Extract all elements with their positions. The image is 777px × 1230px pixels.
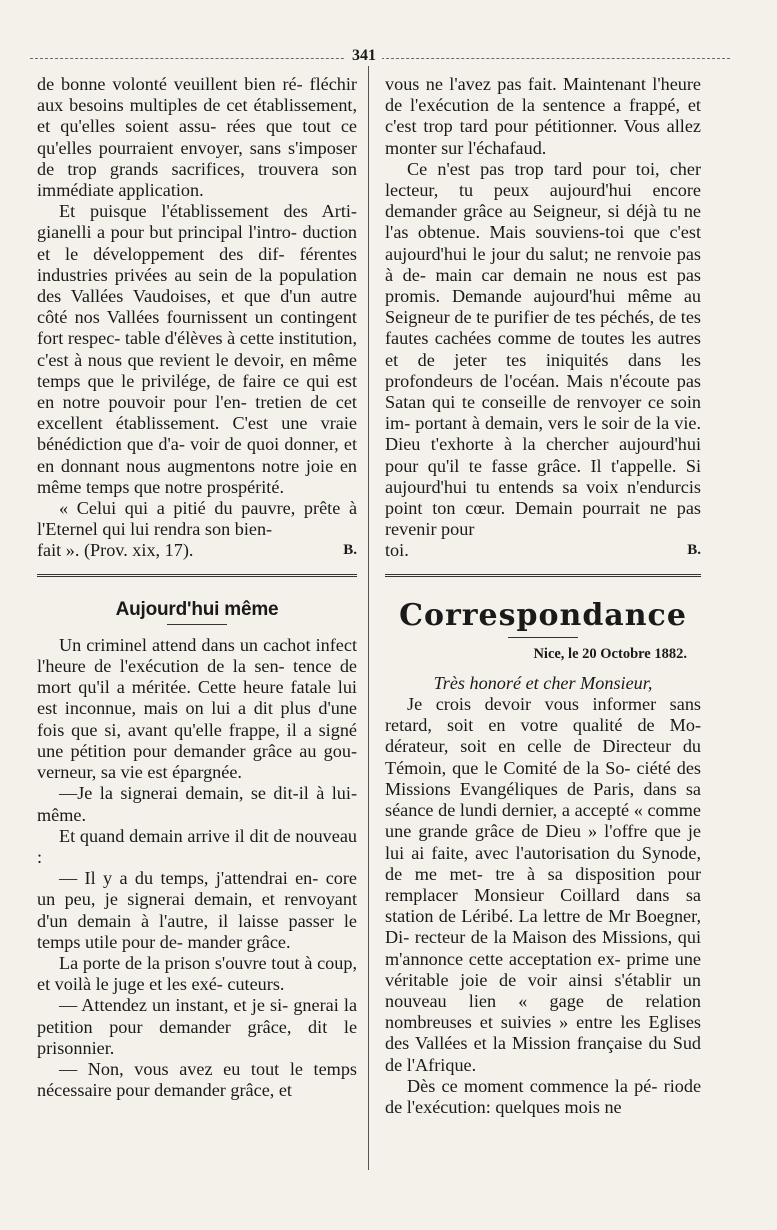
text-line: l'océan. Mais n'écoute pas Satan qui (385, 370, 701, 413)
text-line: cher lecteur, tu peux aujourd'hui (385, 158, 702, 201)
text-line: férentes industries privées au sein de (37, 243, 357, 285)
text-line: —Je la signerai demain, se dit-il à (59, 783, 325, 804)
text-line: au Seigneur de te purifier de tes (385, 286, 701, 328)
text-line: Demain pourrait ne pas revenir pour (385, 498, 702, 540)
text-line: verneur, sa vie est épargnée. (37, 762, 242, 783)
text-line: gnerai la petition pour demander (37, 995, 358, 1037)
text-line: Et quand demain arrive il dit de (59, 825, 291, 846)
text-line: établissement, et qu'elles soient assu- (37, 95, 358, 137)
text-line: gianelli a pour but principal l'intro- (37, 222, 297, 243)
paragraph (385, 1076, 701, 1118)
paragraph (37, 74, 357, 201)
text-line: l'échafaud. (467, 137, 547, 158)
text-line: tence de mort qu'il a méritée. Cette (37, 656, 357, 698)
text-line: lui-même. (37, 783, 358, 825)
section-divider (385, 574, 701, 577)
text-line: Ce n'est pas trop tard pour toi, (407, 158, 660, 179)
text-line: nous augmentons notre joie en même (37, 455, 358, 497)
text-line: portant à demain, vers le soir de la (415, 413, 670, 434)
text-line: Léribé. La lettre de Mr Boegner, Di- (385, 906, 702, 948)
text-line: — Il y a du temps, j'attendrai en- (59, 868, 319, 889)
text-line: de bonne volonté veuillent bien ré- (37, 74, 303, 94)
text-line: l'heure de l'exécution de la sentence (385, 74, 701, 116)
text-line: duction et le développement des dif- (37, 222, 358, 264)
text-line: Mission française du Sud de l'Afrique. (385, 1033, 702, 1075)
text-line: te conseille de renvoyer ce soin im- (385, 392, 702, 434)
paragraph (37, 635, 357, 783)
section-title: Aujourd'hui même (115, 598, 279, 620)
text-line: Dès ce moment commence la pé- (407, 1075, 658, 1096)
text-line: table d'élèves à cette institution, c'est (37, 328, 358, 370)
text-line: riode de l'exécution: quelques mois ne (385, 1075, 702, 1117)
text-line: infect l'heure de l'exécution de la sen- (37, 634, 357, 677)
salutation: Très honoré et cher Monsieur, (433, 672, 653, 693)
text-line: pétitionner. Vous allez monter sur (385, 116, 701, 158)
text-line: entre les Eglises des Vallées et la (385, 1012, 702, 1054)
text-line: et que d'un autre côté nos Vallées (37, 286, 358, 328)
text-line: encore demander grâce au Seigneur, (385, 180, 702, 222)
text-line: dérateur, soit en celle de Directeur (385, 736, 671, 757)
text-line: Un criminel attend dans un cachot (59, 634, 311, 655)
text-line: ciété des Missions Evangéliques de (385, 757, 701, 799)
paragraph (37, 995, 357, 1059)
text-line: jour du salut; ne renvoie pas à de- (385, 243, 701, 285)
text-line: mander grâce. (187, 931, 291, 952)
text-line: main car demain ne nous est pas (435, 264, 701, 285)
dateline: Nice, le 20 Octobre 1882. (533, 645, 687, 662)
text-line: C'est une vraie bénédiction que d'a- (37, 413, 357, 455)
text-line: nécessaire pour demander grâce, et (37, 1080, 292, 1101)
text-line: du Témoin, que le Comité de la So- (385, 736, 701, 778)
paragraph (385, 159, 701, 541)
paragraph (37, 953, 357, 995)
text-line: la population des Vallées Vaudoises, (37, 264, 358, 307)
text-line: aujourd'hui pour qu'il te fasse grâce. (385, 434, 702, 476)
paragraph (385, 694, 701, 1076)
text-line: à coup, et voilà le juge et les exé- (37, 952, 358, 995)
text-line: La porte de la prison s'ouvre tout (59, 952, 300, 973)
text-line: « Celui qui a pitié du pauvre, prête (59, 498, 341, 519)
paragraph (37, 868, 357, 953)
text-line: application. (118, 180, 204, 201)
text-line: heure fatale lui est inconnue, mais (37, 677, 357, 719)
text-line: fléchir aux besoins multiples de cet (37, 74, 357, 116)
signature: B. (687, 542, 701, 559)
text-line: avant qu'elle frappe, il a signé une (37, 719, 357, 761)
text-line: temps que le privilége, de faire ce (37, 370, 300, 391)
paragraph-end: toi. (385, 540, 409, 561)
text-line: cuteurs. (227, 974, 285, 995)
left-column (37, 74, 357, 1101)
text-line: sa voix n'endurcis point ton cœur. (385, 476, 701, 519)
text-line: vous ne l'avez pas fait. Maintenant (385, 74, 646, 94)
text-line: tre à sa disposition pour remplacer (385, 863, 701, 905)
text-line: péchés, de tes fautes cachées comme (385, 307, 701, 349)
text-line: envoyer, sans s'imposer de trop grands (37, 137, 357, 179)
section-divider (37, 574, 357, 577)
text-line: laisse passer le temps utile pour de- (37, 910, 358, 952)
text-line: rées que tout ce qu'elles pourraient (37, 116, 358, 158)
signature-line (385, 540, 701, 561)
text-line: fournissent un contingent fort respec- (37, 307, 357, 349)
text-line: souviens-toi que c'est aujourd'hui le (385, 222, 701, 264)
section-title: Correspondance (399, 597, 687, 633)
quote-paragraph (37, 498, 357, 540)
text-line: nouveau : (37, 825, 357, 867)
text-line: a accepté « comme une grande grâce (385, 800, 701, 842)
text-line: sacrifices, trouvera son immédiate (37, 158, 358, 201)
text-line: — Attendez un instant, et je si- (59, 995, 289, 1016)
text-line: pétition pour demander grâce au gou- (70, 740, 358, 761)
text-line: retard, soit en votre qualité de Mo- (385, 715, 701, 736)
text-line: Il t'appelle. Si aujourd'hui tu entends (385, 455, 701, 497)
text-line: on lui a dit plus d'une fois que si, (37, 698, 357, 740)
text-line: à nous que revient le devoir, en même (74, 349, 357, 370)
column-divider (368, 66, 369, 1170)
text-line: Monsieur Coillard dans sa station de (385, 884, 701, 927)
text-line: qui m'annonce cette acceptation ex- (385, 927, 702, 969)
signature-line (37, 540, 357, 561)
text-line: tretien de cet excellent établissement. (37, 392, 357, 434)
text-line: de relation nombreuses et suivies » (385, 990, 702, 1033)
text-line: si déjà tu ne l'as obtenue. Mais (385, 201, 701, 243)
text-line: recteur de la Maison des Missions, (414, 927, 673, 948)
paragraph (37, 826, 357, 868)
text-line: qui est en notre pouvoir pour l'en- (37, 370, 357, 413)
text-line: Paris, dans sa séance de lundi dernier, (385, 778, 701, 821)
quote-reference: fait ». (Prov. xix, 17). (37, 540, 194, 561)
title-rule (508, 637, 578, 638)
text-line: voir de quoi donner, et en donnant (37, 434, 358, 476)
paragraph (37, 783, 357, 825)
text-line: de Dieu » l'offre que je lui ai faite, avec (385, 821, 701, 863)
text-line: iniquités dans les profondeurs de (385, 349, 701, 391)
text-line: de toutes les autres et de jeter tes (385, 328, 701, 370)
title-rule (167, 624, 227, 625)
text-line: temps que notre prospérité. (86, 476, 284, 497)
right-column (385, 74, 701, 1118)
signature: B. (343, 542, 357, 559)
text-line: renvoyant d'un demain à l'autre, il (37, 889, 358, 931)
text-line: core un peu, je signerai demain, et (37, 868, 357, 910)
text-line: — Non, vous avez eu tout le temps (59, 1058, 357, 1079)
page-number: 341 (346, 46, 382, 66)
text-line: vie. Dieu t'exhorte à la chercher (385, 413, 701, 455)
text-line: Et puisque l'établissement des Arti- (59, 201, 357, 222)
text-line: l'autorisation du Synode, de me met- (385, 842, 701, 884)
text-line: ainsi s'établir un nouveau lien « gage (385, 969, 701, 1011)
paragraph (385, 74, 701, 159)
paragraph (37, 1059, 357, 1101)
text-line: Je crois devoir vous informer sans (407, 694, 701, 715)
text-line: à l'Eternel qui lui rendra son bien- (37, 498, 358, 540)
text-line: grâce, dit le prisonnier. (37, 1016, 358, 1058)
paragraph (37, 201, 357, 498)
text-line: a frappé, et c'est trop tard pour (385, 95, 701, 137)
text-line: promis. Demande aujourd'hui même (385, 286, 672, 307)
text-line: prime une véritable joie de voir (385, 948, 702, 990)
